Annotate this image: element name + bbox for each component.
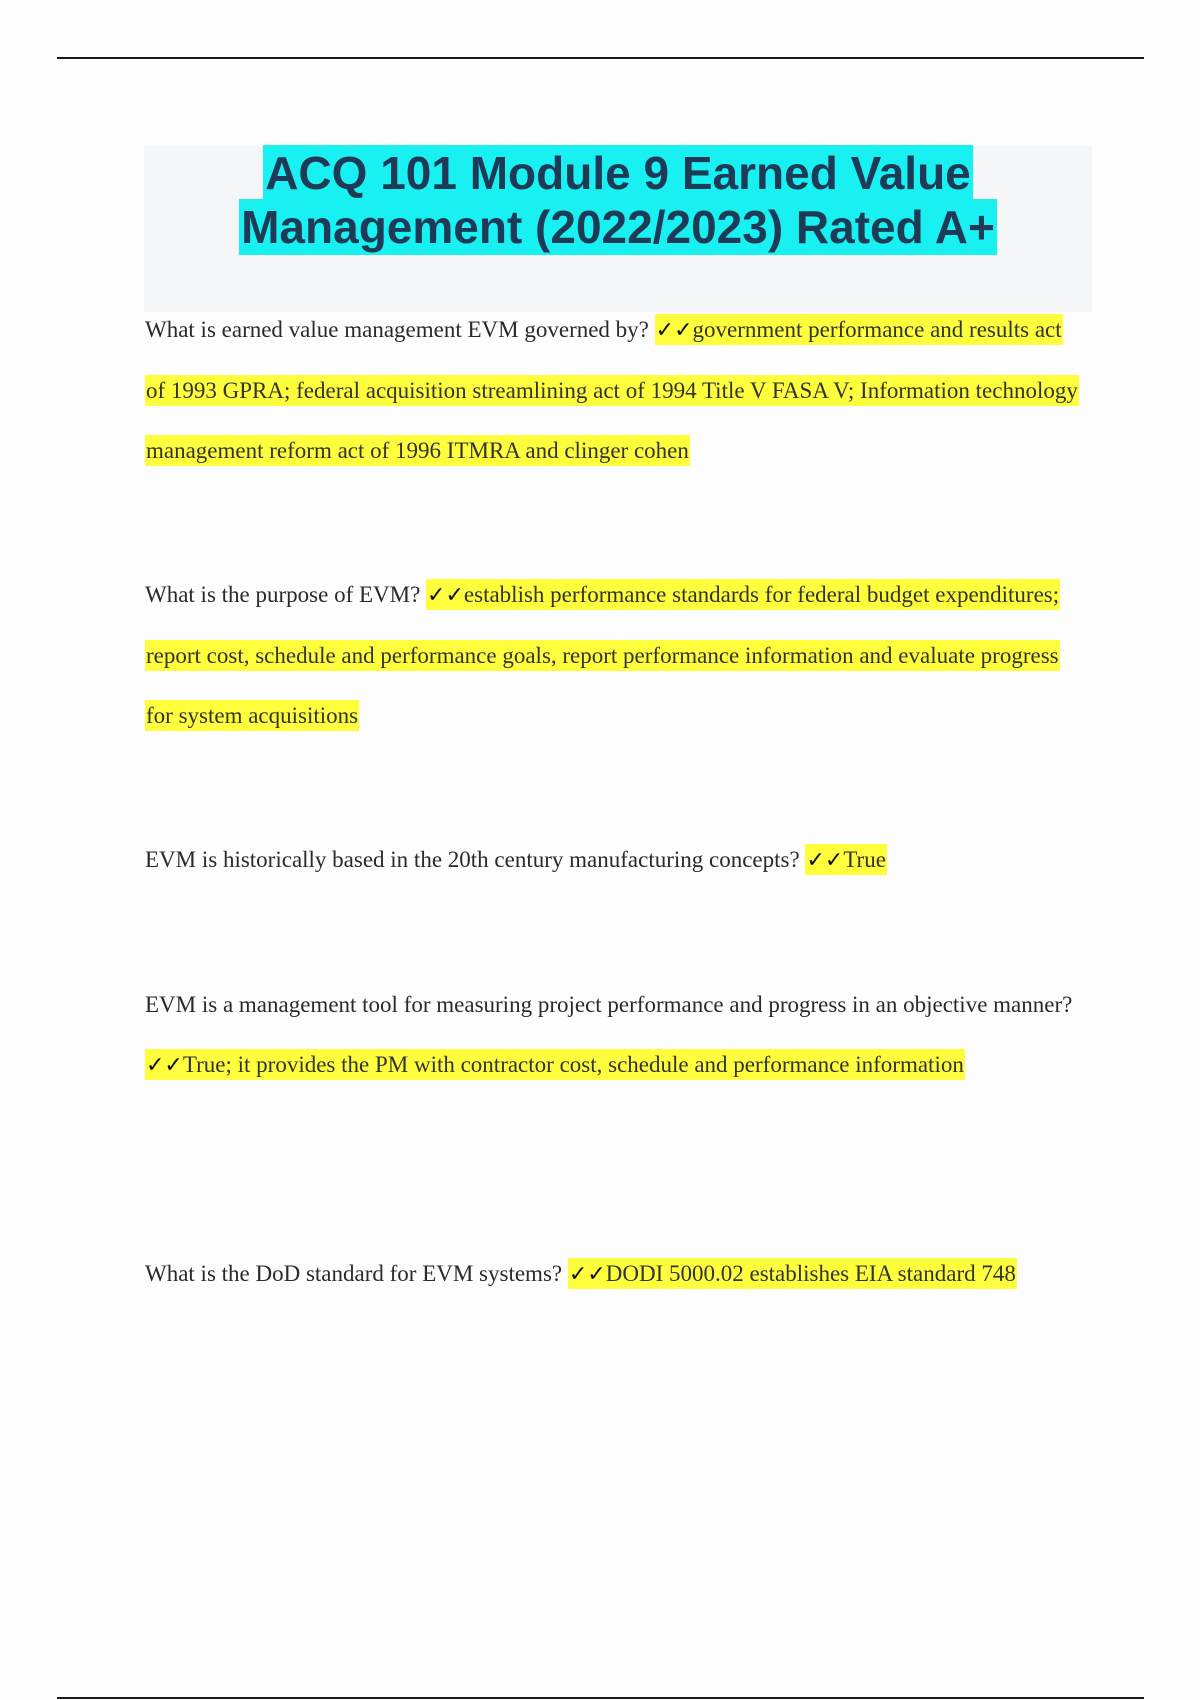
qa-item: [145, 565, 1080, 746]
answer-text: True: [843, 847, 886, 872]
page-title: [144, 146, 1092, 254]
top-rule: [57, 57, 1144, 59]
qa-item: [145, 1244, 1080, 1305]
qa-item: [145, 830, 1080, 891]
title-block: [144, 146, 1092, 312]
answer-highlight: [568, 1258, 1017, 1289]
double-check-icon: ✓✓: [655, 318, 693, 343]
answer-text: government performance and results act of 1993 GPRA; federal acquisition streamlining act of 1994 Title V FASA V; Information technology management reform act of 1996 ITMRA and clinger cohen: [146, 317, 1078, 463]
double-check-icon: ✓✓: [806, 848, 844, 873]
double-check-icon: ✓✓: [146, 1053, 183, 1078]
double-check-icon: ✓✓: [427, 583, 464, 608]
answer-text: True; it provides the PM with contractor cost, schedule and performance information: [182, 1052, 964, 1077]
answer-text: DODI 5000.02 establishes EIA standard 748: [605, 1261, 1016, 1286]
qa-item: [145, 975, 1080, 1096]
answer-highlight: [805, 844, 886, 875]
bottom-rule: [57, 1697, 1144, 1699]
question-text: What is the DoD standard for EVM systems?: [145, 1261, 563, 1286]
double-check-icon: ✓✓: [568, 1262, 606, 1287]
question-text: EVM is a management tool for measuring project performance and progress in an objective manner?: [145, 992, 1073, 1017]
title-text: ACQ 101 Module 9 Earned Value Management (2022/2023) Rated A+: [241, 147, 995, 253]
answer-highlight: [145, 1049, 965, 1080]
question-text: EVM is historically based in the 20th century manufacturing concepts?: [145, 847, 800, 872]
question-text: What is the purpose of EVM?: [145, 582, 421, 607]
qa-item: [145, 300, 1080, 481]
answer-text: establish performance standards for federal budget expenditures; report cost, schedule and performance goals, report performance information and evaluate progress for system acquisitions: [146, 582, 1060, 728]
question-text: What is earned value management EVM governed by?: [145, 317, 649, 342]
